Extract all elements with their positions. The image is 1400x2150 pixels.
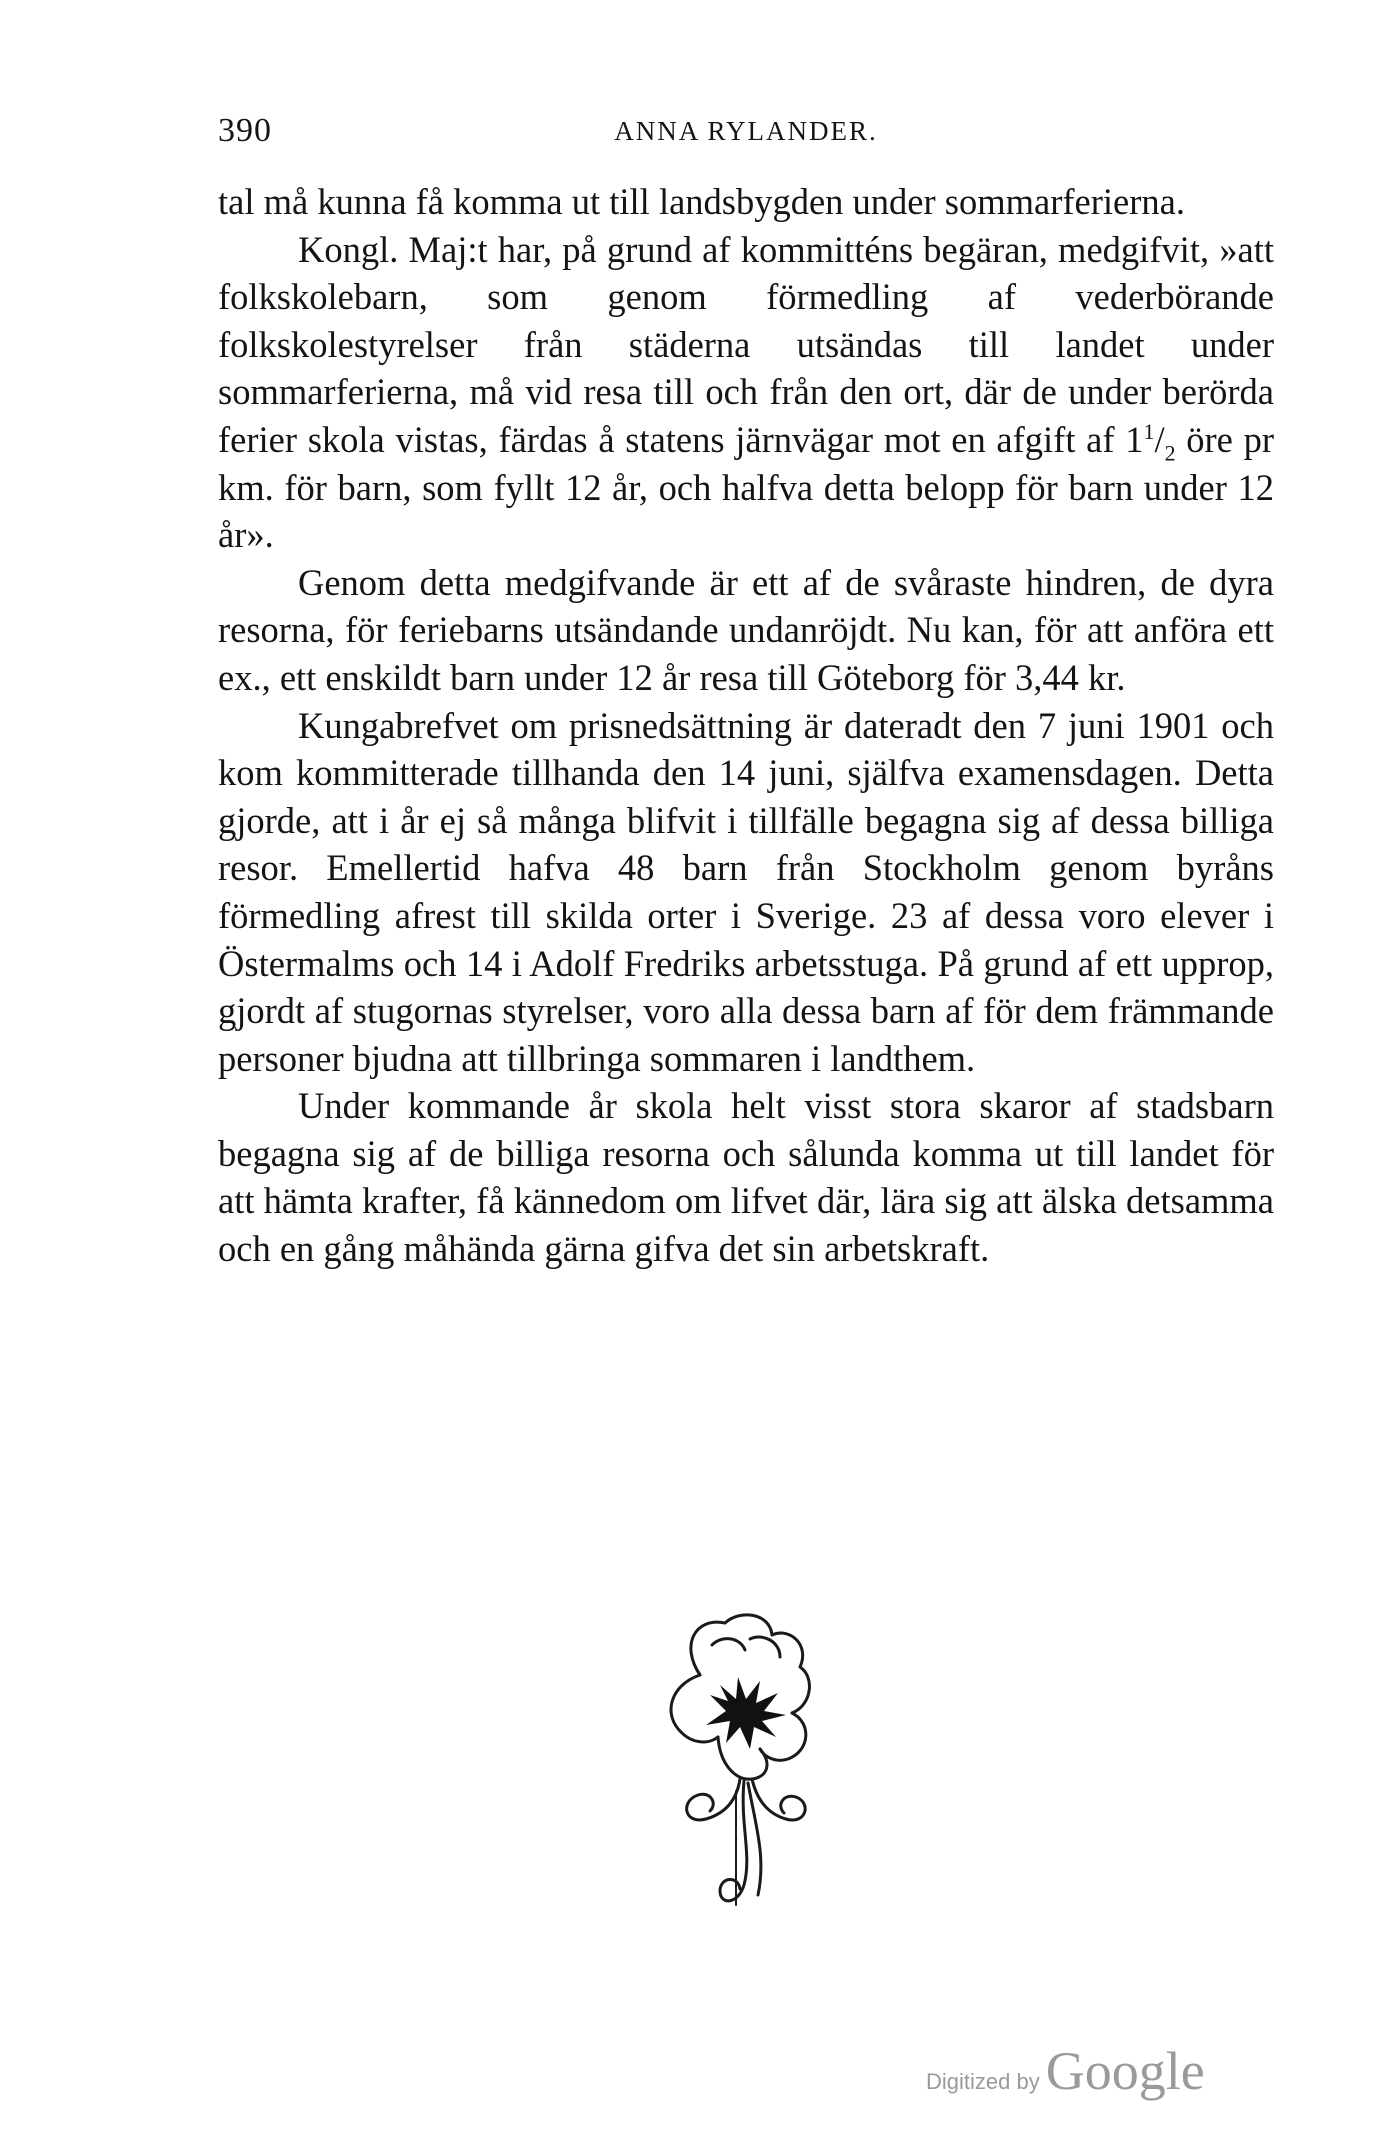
paragraph-3: Genom detta medgifvande är ett af de svåraste hindren, de dyra resorna, för feriebarns utsändande undanröjdt. Nu kan, för att anföra ett ex., ett enskildt barn under 12 år resa till Göteborg för 3,44 kr. [218, 561, 1274, 698]
paragraph-4: Kungabrefvet om prisnedsättning är dateradt den 7 juni 1901 och kom kommitterade tillhanda den 14 juni, själfva examensdagen. Detta gjorde, att i år ej så många blifvit i tillfälle begagna sig af dessa billiga resor. Emellertid hafva 48 barn från Stockholm genom byråns förmedling afrest till skilda orter i Sverige. 23 af dessa voro elever i Östermalms och 14 i Adolf Fredriks arbetsstuga. På grund af ett upprop, gjordt af stugornas styrelser, voro alla dessa barn af för dem främmande personer bjudna att tillbringa sommaren i landthem. [218, 704, 1274, 1079]
body-text [218, 178, 1274, 1273]
google-logo-text: Google [1045, 2041, 1205, 2101]
page-number: 390 [218, 112, 272, 149]
running-head [218, 112, 1274, 162]
pansy-flower-ornament-icon [640, 1605, 840, 1935]
digitized-by-label: Digitized by [926, 2069, 1040, 2094]
running-title: ANNA RYLANDER. [614, 116, 878, 146]
fraction-numerator: 1 [1143, 418, 1155, 444]
paragraph-5: Under kommande år skola helt visst stora skaror af stadsbarn begagna sig af de billiga resorna och sålunda komma ut till landet för att hämta krafter, få kännedom om lifvet där, lära sig att älska detsamma och en gång måhända gärna gifva det sin arbetskraft. [218, 1085, 1274, 1270]
paragraph-2 [218, 226, 1274, 559]
fraction-denominator: 2 [1164, 440, 1176, 466]
paragraph-2-text-b: öre pr km. för barn, som fyllt 12 år, och halfva detta belopp för barn under 12 år». [218, 418, 1274, 556]
paragraph-1: tal må kunna få komma ut till landsbygden under sommarferierna. [218, 181, 1185, 222]
fraction-slash: / [1154, 418, 1165, 460]
paragraph-2-text-a: Kongl. Maj:t har, på grund af kommitténs begäran, medgifvit, »att folkskolebarn, som genom förmedling af vederbörande folkskolestyrelser från städerna utsändas till landet under sommarferierna, må vid resa till och från den ort, där de under berörda ferier skola vistas, färdas å statens järnvägar mot en afgift af 1 [218, 228, 1274, 460]
google-digitized-watermark [926, 2040, 1266, 2110]
